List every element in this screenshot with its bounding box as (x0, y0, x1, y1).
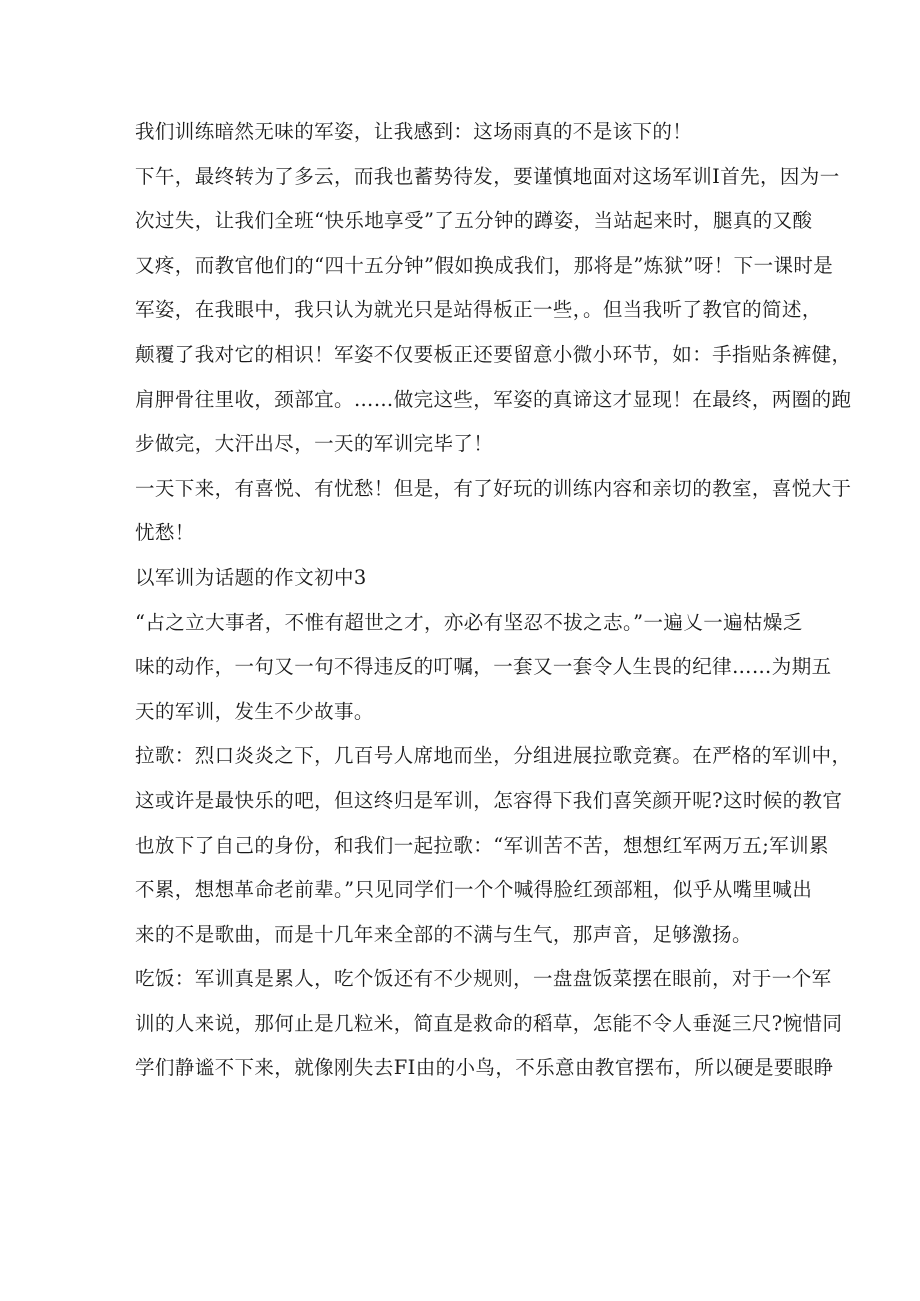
text-line: 不累，想想革命老前辈。”只见同学们一个个喊得脸红颈部粗，似乎从嘴里喊出 (135, 878, 813, 902)
text-line: 步做完，大汗出尽，一天的军训完毕了！ (135, 432, 494, 456)
paragraph (135, 601, 832, 735)
text-line: 次过失，让我们全班“快乐地享受”了五分钟的蹲姿，当站起来时，腿真的又酸 (135, 209, 813, 233)
text-line: 下午，最终转为了多云，而我也蓄势待发，要谨慎地面对这场军训I首先，因为一 (135, 164, 840, 188)
text-line: 一天下来，有喜悦、有忧愁！但是，有了好玩的训练内容和亲切的教室，喜悦大于 (135, 476, 852, 500)
text-line: 我们训练暗然无味的军姿，让我感到：这场雨真的不是该下的！ (135, 120, 693, 143)
text-line: 学们静谧不下来，就像刚失去FI由的小鸟，不乐意由教官摆布，所以硬是要眼睁 (135, 1056, 834, 1080)
section-heading: 以军训为话题的作文初中3 (135, 565, 367, 589)
document-body (135, 110, 852, 1091)
paragraph (135, 467, 852, 556)
text-line: 来的不是歌曲，而是十几年来全部的不满与生气，那声音，足够激扬。 (135, 922, 752, 946)
paragraph (135, 734, 852, 957)
text-line: 肩胛骨往里收，颈部宜。……做完这些，军姿的真谛这才显现！在最终，两圈的跑 (135, 387, 852, 411)
paragraph (135, 110, 795, 155)
text-line: 吃饭：军训真是累人，吃个饭还有不少规则，一盘盘饭菜摆在眼前，对于一个军 (135, 967, 832, 991)
text-line: 天的军训，发生不少故事。 (135, 699, 374, 723)
text-line: “占之立大事者，不惟有超世之才，亦必有坚忍不拔之志。”一遍乂一遍枯燥乏 (135, 610, 803, 634)
text-line: 军姿，在我眼中，我只认为就光只是站得板正一些，。但当我听了教官的简述， (135, 298, 822, 322)
text-line: 这或许是最快乐的吧，但这终归是军训，怎容得下我们喜笑颜开呢?这时候的教官 (135, 788, 843, 812)
text-line: 拉歌：烈口炎炎之下，几百号人席地而坐，分组进展拉歌竞赛。在严格的军训中， (135, 744, 852, 768)
text-line: 颠覆了我对它的相识！军姿不仅要板正还要留意小微小环节，如：手指贴条裤健， (135, 342, 852, 366)
text-line: 味的动作，一句又一句不得违反的叮嘱，一套又一套令人生畏的纪律……为期五 (135, 655, 832, 679)
text-line: 忧愁！ (135, 521, 195, 545)
text-line: 训的人来说，那何止是几粒米，简直是救命的稻草，怎能不令人垂涎三尺?惋惜同 (135, 1011, 843, 1035)
text-line: 又疼，而教官他们的“四十五分钟”假如换成我们，那将是”炼狱”呀！下一课时是 (135, 253, 834, 277)
paragraph (135, 957, 843, 1091)
text-line: 也放下了自己的身份，和我们一起拉歌：“军训苦不苦，想想红军两万五;军训累 (135, 833, 829, 857)
paragraph (135, 155, 852, 467)
